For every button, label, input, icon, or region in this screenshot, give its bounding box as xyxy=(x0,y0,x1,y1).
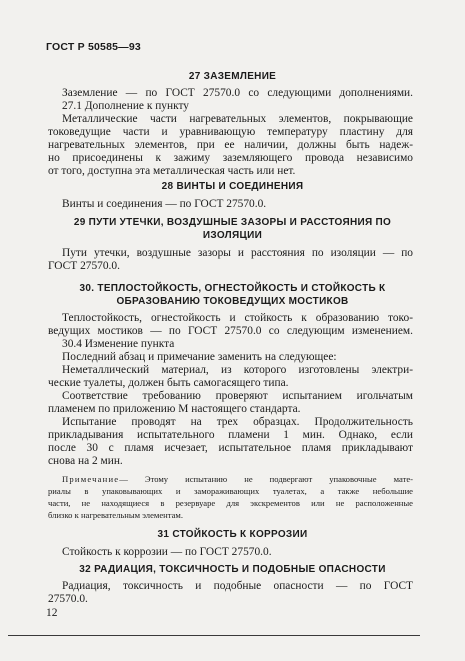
section-27-line: но присоединены к зажиму заземляющего провода независимо xyxy=(48,152,413,164)
section-30-line: ведущих мостиков — по ГОСТ 27570.0 со следующим изменением. xyxy=(48,325,413,337)
section-30-note-line: близко к нагревательным элементам. xyxy=(48,510,184,520)
section-29-title: 29 ПУТИ УТЕЧКИ, ВОЗДУШНЫЕ ЗАЗОРЫ И РАССТОЯНИЯ ПО xyxy=(73,217,392,228)
page-number: 12 xyxy=(46,607,58,619)
section-30-line: Испытание проводят на трех образцах. Продолжительность xyxy=(62,416,413,428)
section-30-line: пламенем по приложению М настоящего стандарта. xyxy=(48,403,301,415)
section-32-title: 32 РАДИАЦИЯ, ТОКСИЧНОСТЬ И ПОДОБНЫЕ ОПАСНОСТИ xyxy=(79,564,386,575)
document-header: ГОСТ Р 50585—93 xyxy=(46,41,141,53)
note-text: — Этому испытанию не подвергают упаковочные мате- xyxy=(119,474,413,484)
section-32-line: Радиация, токсичность и подобные опасности — по ГОСТ xyxy=(62,580,413,592)
section-30-title: 30. ТЕПЛОСТОЙКОСТЬ, ОГНЕСТОЙКОСТЬ И СТОЙКОСТЬ К xyxy=(79,283,386,294)
section-29-line: ГОСТ 27570.0. xyxy=(48,260,120,272)
section-30-line: Соответствие требованию проверяют испытанием игольчатым xyxy=(62,390,413,402)
section-30-note-line: риалы в упаковывающих и замораживающих туалетах, а также небольшие xyxy=(48,486,413,496)
section-28-title: 28 ВИНТЫ И СОЕДИНЕНИЯ xyxy=(161,181,304,192)
section-27-line: Заземление — по ГОСТ 27570.0 со следующими дополнениями. xyxy=(62,87,413,99)
section-30-title-cont: ОБРАЗОВАНИЮ ТОКОВЕДУЩИХ МОСТИКОВ xyxy=(116,296,349,307)
section-30-line: после 30 с пламя исчезает, испытательное пламя прикладывают xyxy=(48,442,413,454)
section-27-line: Металлические части нагревательных элементов, покрывающие xyxy=(62,113,413,125)
section-29-title-cont: ИЗОЛЯЦИИ xyxy=(202,230,263,241)
section-27-line: нагревательных элементов, при ее наличии, должны быть надеж- xyxy=(48,139,413,151)
section-31-line: Стойкость к коррозии — по ГОСТ 27570.0. xyxy=(62,546,272,558)
section-31-title: 31 СТОЙКОСТЬ К КОРРОЗИИ xyxy=(157,529,308,540)
section-30-line: прикладывания испытательного пламени 1 мин. Однако, если xyxy=(48,429,413,441)
section-29-line: Пути утечки, воздушные зазоры и расстояния по изоляции — по xyxy=(62,247,413,259)
section-30-line: снова на 2 мин. xyxy=(48,455,123,467)
section-27-line: от того, доступна эта металлическая часть или нет. xyxy=(48,165,296,177)
section-27-line: 27.1 Дополнение к пункту xyxy=(62,100,189,112)
bottom-rule xyxy=(8,635,420,636)
section-28-line: Винты и соединения — по ГОСТ 27570.0. xyxy=(62,198,267,210)
section-27-line: токоведущие части и уравнивающую температуру пластину для xyxy=(48,126,413,138)
note-label: Примечание xyxy=(62,474,120,484)
section-30-line: 30.4 Изменение пункта xyxy=(62,338,175,350)
section-30-line: ческие туалеты, должен быть самогасящего типа. xyxy=(48,377,289,389)
section-30-line: Неметаллический материал, из которого изготовлены электри- xyxy=(62,364,413,376)
section-30-line: Последний абзац и примечание заменить на следующее: xyxy=(62,351,337,363)
section-32-line: 27570.0. xyxy=(48,593,88,605)
section-30-line: Теплостойкость, огнестойкость и стойкость к образованию токо- xyxy=(62,312,413,324)
section-30-note-line: части, не находящиеся в резервуаре для экскрементов или не расположенные xyxy=(48,498,413,508)
section-30-note-line xyxy=(62,474,413,486)
section-27-title: 27 ЗАЗЕМЛЕНИЕ xyxy=(188,71,277,82)
